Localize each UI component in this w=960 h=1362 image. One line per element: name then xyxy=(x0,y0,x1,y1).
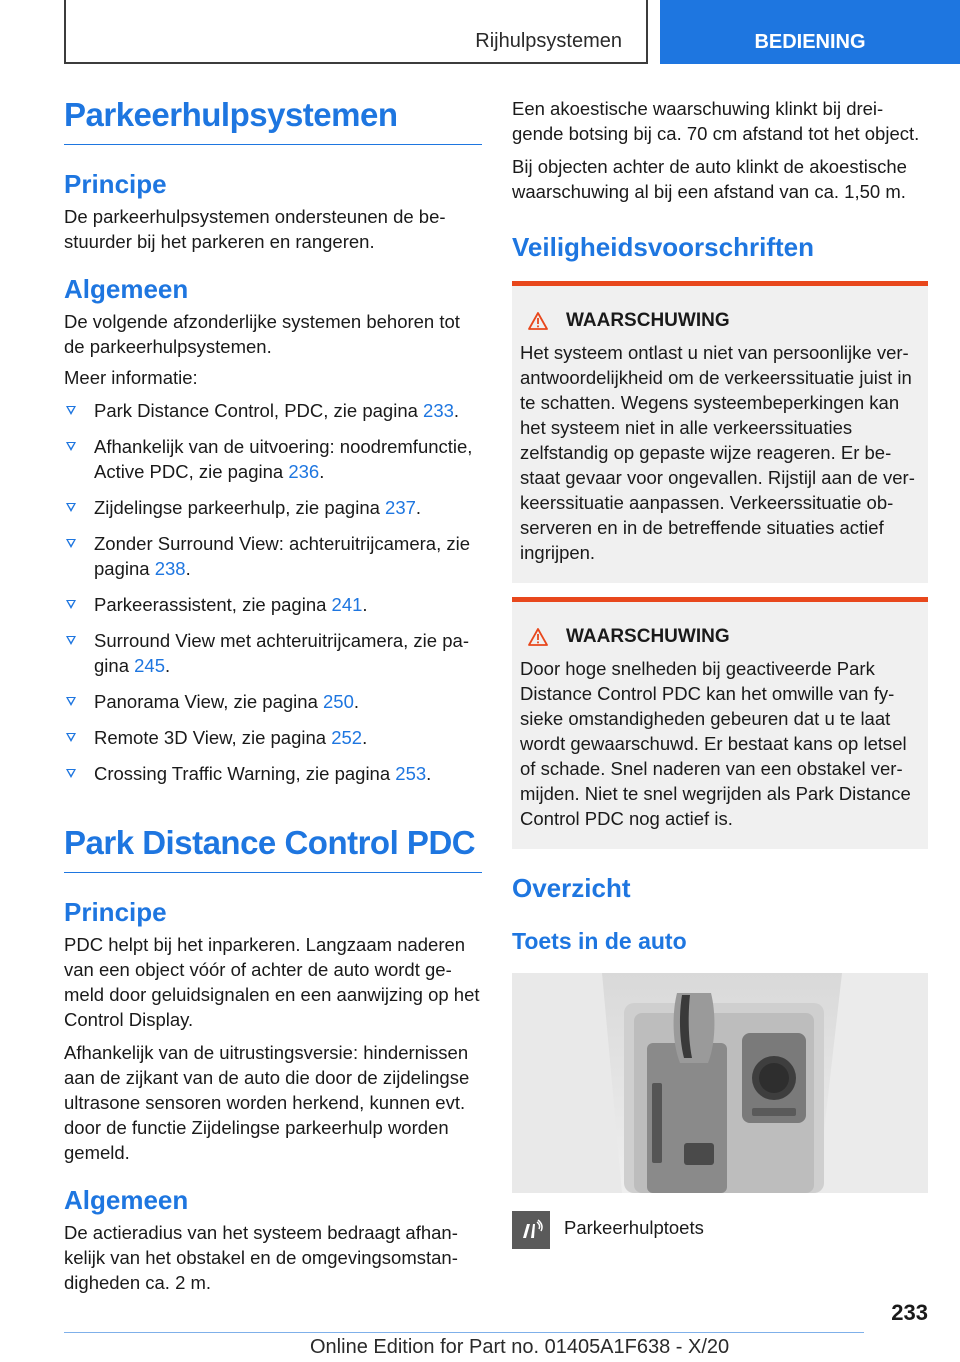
list-item: Zonder Surround View: achteruitrijcamera, zie pagina 238. xyxy=(64,531,482,581)
page-link[interactable]: 236 xyxy=(288,461,320,482)
heading-toets-in-de-auto: Toets in de auto xyxy=(512,928,687,954)
meer-informatie-label: Meer informatie: xyxy=(64,367,198,388)
bullet-triangle-icon xyxy=(66,503,76,512)
heading-park-distance-control: Park Distance Control PDC xyxy=(64,824,482,873)
bullet-triangle-icon xyxy=(66,697,76,706)
list-item: Parkeerassistent, zie pagina 241. xyxy=(64,592,482,617)
photo-caption xyxy=(512,1211,928,1249)
warning-box-1 xyxy=(512,281,928,583)
page-link[interactable]: 253 xyxy=(395,763,427,784)
heading-algemeen: Algemeen xyxy=(64,274,189,304)
bullet-triangle-icon xyxy=(66,733,76,742)
heading-principe: Principe xyxy=(64,169,167,199)
footer-divider xyxy=(64,1332,864,1333)
center-console-illustration xyxy=(512,973,928,1193)
footer-edition: Online Edition for Part no. 01405A1F638 - X/20 xyxy=(310,1336,730,1358)
bullet-triangle-icon xyxy=(66,600,76,609)
list-item: Surround View met achteruitrijcamera, zie pagina 245. xyxy=(64,628,482,678)
heading-principe-pdc: Principe xyxy=(64,897,167,927)
list-item: Crossing Traffic Warning, zie pagina 253. xyxy=(64,761,482,786)
warning-title-2: WAARSCHUWING xyxy=(520,626,920,648)
warning-text-2: Door hoge snelheden bij geactiveerde Park Distance Control PDC kan het omwille van fysieke omstandigheden gebeuren dat u te laat wordt gewaarschuwd. Er bestaat kans op letsel of schade. Snel naderen van een obstakel vermijden. Niet te snel wegrijden als Park Distance Control PDC nog actief is. xyxy=(520,658,911,829)
warning-title-1: WAARSCHUWING xyxy=(520,310,920,332)
list-item: Remote 3D View, zie pagina 252. xyxy=(64,725,482,750)
page-link[interactable]: 238 xyxy=(154,558,186,579)
header-box xyxy=(64,0,648,64)
system-list xyxy=(64,398,482,786)
left-column xyxy=(64,96,482,1295)
warning-triangle-icon xyxy=(528,628,548,646)
list-item: Panorama View, zie pagina 250. xyxy=(64,689,482,714)
achter-text: Bij objecten achter de auto klinkt de akoestische waarschuwing al bij een afstand van ca. 1,50 m. xyxy=(512,156,907,202)
bullet-triangle-icon xyxy=(66,406,76,415)
bullet-triangle-icon xyxy=(66,442,76,451)
warning-box-2 xyxy=(512,597,928,849)
heading-overzicht: Overzicht xyxy=(512,873,631,903)
pdc-algemeen-text: De actieradius van het systeem bedraagt afhankelijk van het obstakel en de omgevingsomstandigheden ca. 2 m. xyxy=(64,1222,458,1293)
header-chapter-label: BEDIENING xyxy=(754,31,866,53)
page-link[interactable]: 245 xyxy=(134,655,165,676)
page-link[interactable]: 237 xyxy=(385,497,416,518)
list-item: Zijdelingse parkeerhulp, zie pagina 237. xyxy=(64,495,482,520)
akoestisch-text: Een akoestische waarschuwing klinkt bij dreigende botsing bij ca. 70 cm afstand tot het object. xyxy=(512,98,920,144)
bullet-triangle-icon xyxy=(66,636,76,645)
parking-assist-button-icon xyxy=(512,1211,550,1249)
right-column xyxy=(512,96,928,1249)
page-link[interactable]: 250 xyxy=(323,691,354,712)
caption-text: Parkeerhulptoets xyxy=(564,1217,704,1238)
pdc-afhankelijk-text: Afhankelijk van de uitrustingsversie: hindernissen aan de zijkant van de auto die door de zijdelingse ultrasone sensoren worden herkend, kunnen evt. door de functie Zijdelingse parkeerhulp worden gemeld. xyxy=(64,1042,470,1163)
list-item: Afhankelijk van de uitvoering: noodremfunctie, Active PDC, zie pagina 236. xyxy=(64,434,482,484)
heading-veiligheidsvoorschriften: Veiligheidsvoorschriften xyxy=(512,232,814,262)
bullet-triangle-icon xyxy=(66,539,76,548)
page-link[interactable]: 241 xyxy=(331,594,363,615)
principe-text: De parkeerhulpsystemen ondersteunen de bestuurder bij het parkeren en rangeren. xyxy=(64,206,446,252)
warning-text-1: Het systeem ontlast u niet van persoonlijke verantwoordelijkheid om de verkeerssituatie juist in te schatten. Wegens systeembeperkingen kan het systeem niet in alle verkeerssituaties zelfstandig op gepaste wijze reageren. Er bestaat gevaar voor ongevallen. Rijstijl aan de verkeerssituatie aanpassen. Verkeerssituatie observeren en in de betreffende situaties actief ingrijpen. xyxy=(520,342,915,563)
algemeen-text: De volgende afzonderlijke systemen behoren tot de parkeerhulpsystemen. xyxy=(64,311,460,357)
heading-algemeen-pdc: Algemeen xyxy=(64,1185,189,1215)
header-section-title: Rijhulpsystemen xyxy=(475,30,622,52)
pdc-principe-text: PDC helpt bij het inparkeren. Langzaam naderen van een object vóór of achter de auto wordt gemeld door geluidsignalen en een aanwijzing op het Control Display. xyxy=(64,934,480,1030)
bullet-triangle-icon xyxy=(66,769,76,778)
warning-triangle-icon xyxy=(528,312,548,330)
header-chapter-tab[interactable] xyxy=(660,0,960,64)
page-link[interactable]: 252 xyxy=(331,727,363,748)
page-link[interactable]: 233 xyxy=(423,400,454,421)
page-number: 233 xyxy=(891,1300,928,1325)
heading-parkeerhulpsystemen: Parkeerhulpsystemen xyxy=(64,96,482,145)
list-item: Park Distance Control, PDC, zie pagina 233. xyxy=(64,398,482,423)
center-console-photo xyxy=(512,973,928,1193)
